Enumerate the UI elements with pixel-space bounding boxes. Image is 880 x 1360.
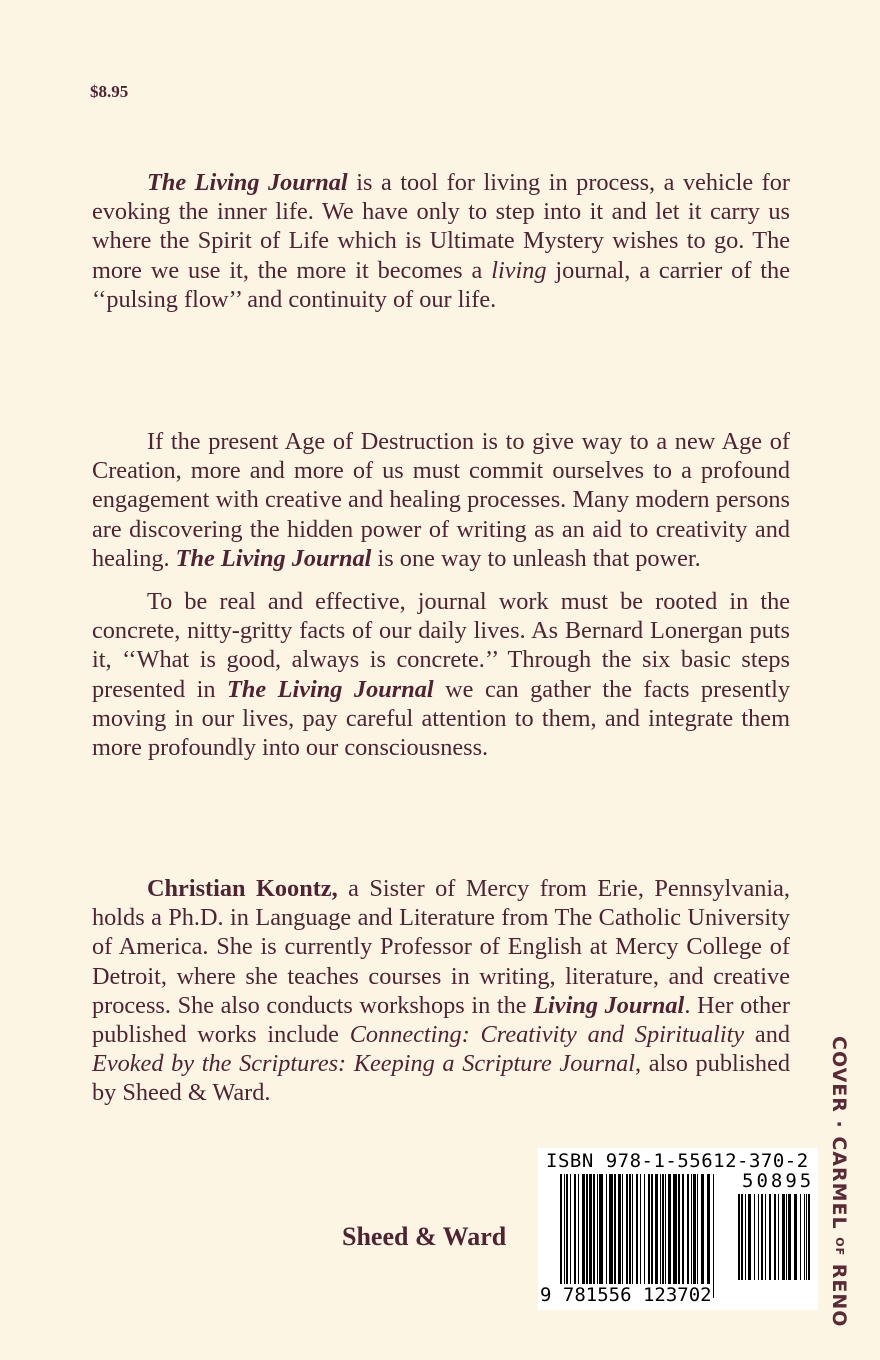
barcode-bar <box>682 1174 684 1298</box>
barcode-bar <box>782 1194 785 1280</box>
text: If the present Age of Destruction is to give way to a new Age of Creation, more and more of us must commit ourselves to a profound engagement with creative and healing processes. Many modern persons are discovering the hidden power of writing as an aid to creativity and healing. <box>92 428 790 572</box>
text: To be real and effective, journal work must be rooted in the concrete, nitty-gritty facts of our daily lives. As Bernard Lonergan puts it, ‘‘What is good, always is concrete.’’ Through the six basic steps presented in <box>92 588 790 703</box>
barcode-bar <box>701 1174 704 1298</box>
barcode-bar <box>626 1174 628 1298</box>
barcode-bar <box>644 1174 645 1298</box>
barcode-bar <box>665 1174 666 1298</box>
text: journal, a carrier of the ‘‘pulsing flow’’ and continuity of our life. <box>92 256 790 313</box>
barcode-bar <box>614 1174 616 1298</box>
barcode-bar <box>632 1174 633 1298</box>
barcode-bar <box>786 1194 787 1280</box>
text: . Her other published works include <box>92 991 790 1049</box>
isbn-number: ISBN 978-1-55612-370-2 <box>546 1150 809 1172</box>
barcode-bar <box>808 1194 810 1280</box>
book-title: The Living Journal <box>227 675 434 703</box>
barcode-bar <box>599 1174 603 1298</box>
credit-text: OF <box>833 1237 846 1257</box>
price: $8.95 <box>90 82 129 101</box>
barcode-bar <box>713 1174 714 1298</box>
barcode-bar <box>566 1174 568 1298</box>
barcode-bar <box>648 1174 650 1298</box>
barcode-bar <box>761 1194 763 1280</box>
barcode-bar <box>774 1194 776 1280</box>
barcode-bar <box>788 1194 791 1280</box>
barcode-bar <box>691 1174 692 1298</box>
barcode-bar <box>560 1174 562 1298</box>
text: is a tool for living in process, a vehicle for evoking the inner life. We have only to step into it and let it carry us where the Spirit of Life which is Ultimate Mystery wishes to go. The more we use it, the more it becomes a <box>92 169 790 284</box>
ean-digits: 9 781556 123702 <box>540 1284 712 1306</box>
barcode-bar <box>622 1174 623 1298</box>
barcode-bar <box>804 1194 805 1280</box>
barcode-bar <box>589 1174 592 1298</box>
barcode-bar <box>574 1174 576 1298</box>
barcode-bar <box>758 1194 759 1280</box>
barcode-bar <box>582 1174 585 1298</box>
barcode-bar <box>748 1194 751 1280</box>
credit-text: RENO <box>828 1256 850 1328</box>
barcode-bar <box>806 1194 807 1280</box>
other-work-title: Evoked by the Scriptures: Keeping a Scripture Journal <box>92 1050 635 1078</box>
text: we can gather the facts presently moving in our lives, pay careful attention to them, and integrate them more profoundly into our consciousness. <box>92 675 790 762</box>
barcode-bar <box>800 1194 801 1280</box>
text: , also published by Sheed & Ward. <box>92 1050 791 1107</box>
barcode-bar <box>765 1194 766 1280</box>
barcode-bar <box>697 1174 698 1298</box>
barcode-bar <box>570 1174 571 1298</box>
barcode-bar <box>618 1174 621 1298</box>
barcode-bar <box>597 1174 598 1298</box>
barcode-bar <box>651 1174 653 1298</box>
author-bio <box>92 874 790 1108</box>
barcode-bar <box>606 1174 607 1298</box>
barcode-bar <box>741 1194 743 1280</box>
barcode-bar <box>754 1194 755 1280</box>
barcode-bar <box>593 1174 595 1298</box>
price-code: 50895 <box>742 1170 815 1192</box>
description-paragraph-2 <box>92 427 790 573</box>
barcode-bar <box>673 1174 677 1298</box>
cover-credit <box>828 1036 850 1327</box>
emphasis: living <box>491 256 547 284</box>
barcode-bar <box>738 1194 740 1280</box>
book-title: The Living Journal <box>175 544 372 572</box>
barcode-bar <box>586 1174 588 1298</box>
barcode-bar <box>678 1174 680 1298</box>
barcode-bar <box>794 1194 797 1280</box>
book-title: The Living Journal <box>147 169 348 196</box>
barcode-bar <box>778 1194 779 1280</box>
barcode-bar <box>668 1174 671 1298</box>
barcode-bar <box>693 1174 696 1298</box>
credit-text: COVER · CARMEL <box>828 1036 850 1238</box>
barcode-bar <box>660 1174 661 1298</box>
barcode-bar <box>655 1174 658 1298</box>
publisher-name: Sheed & Ward <box>342 1222 507 1251</box>
other-work-title: Connecting: Creativity and Spirituality <box>349 1021 745 1049</box>
barcode-bar <box>640 1174 641 1298</box>
description-paragraph-3 <box>92 587 790 762</box>
barcode-bar <box>609 1174 613 1298</box>
barcode-bar <box>564 1174 565 1298</box>
description-paragraph-1 <box>92 168 790 314</box>
text: a Sister of Mercy from Erie, Pennsylvania, holds a Ph.D. in Language and Literature from The Catholic University of America. She is currently Professor of English at Mercy College of Detroit, where she teaches courses in writing, literature, and creative process. She also conducts workshops in the <box>92 875 790 1019</box>
barcode-bar <box>629 1174 631 1298</box>
barcode-bar <box>662 1174 664 1298</box>
barcode-bar <box>745 1194 746 1280</box>
barcode-bar <box>769 1194 771 1280</box>
isbn-barcode <box>538 1148 818 1310</box>
author-name: Christian Koontz, <box>147 875 338 902</box>
barcode-bar <box>707 1174 710 1298</box>
barcode-bar <box>578 1174 579 1298</box>
barcode-bar <box>636 1174 638 1298</box>
book-title: Living Journal <box>533 991 685 1019</box>
text: and <box>744 1021 790 1049</box>
text: is one way to unleash that power. <box>371 544 701 572</box>
barcode-bar <box>687 1174 689 1298</box>
